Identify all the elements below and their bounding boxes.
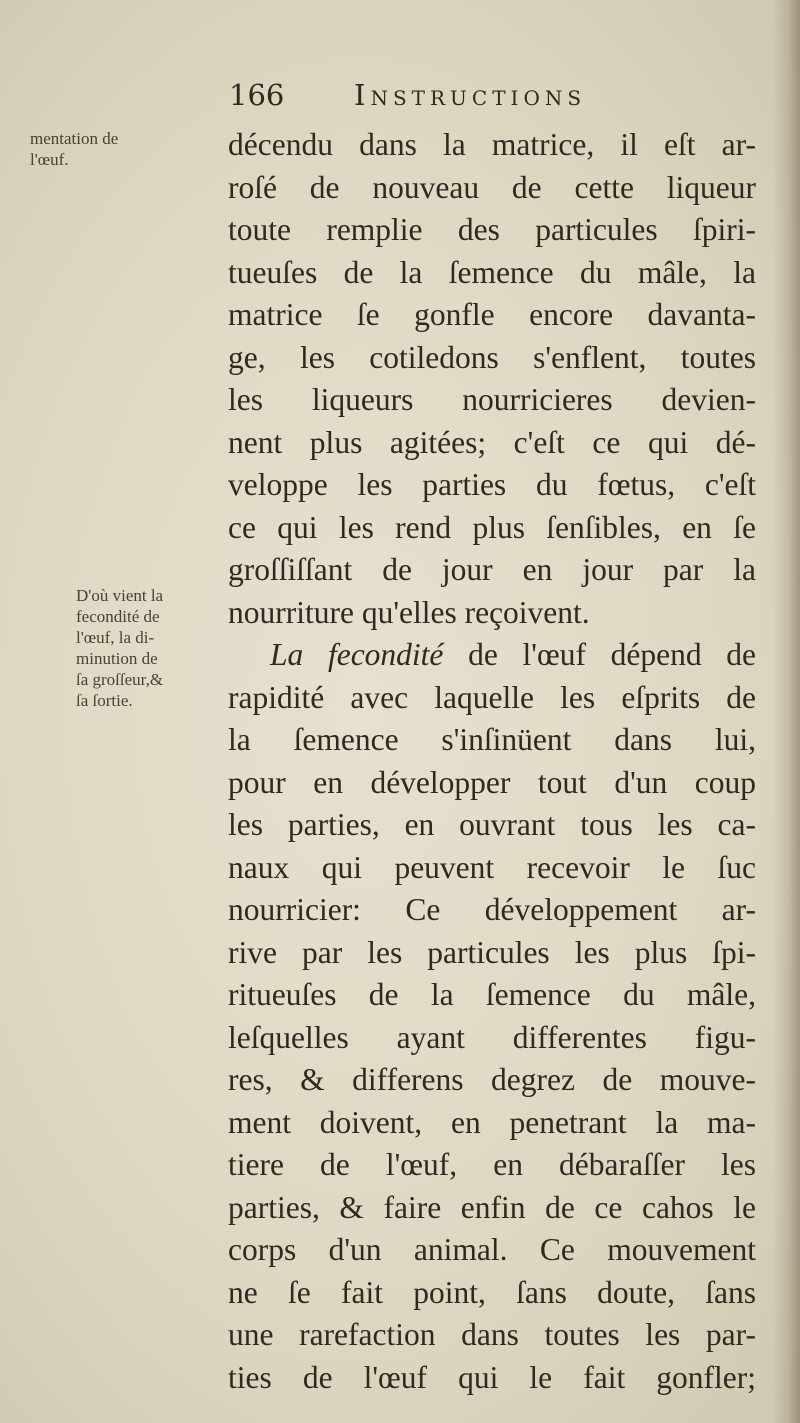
margin-note-line: ſa groſſeur,& (76, 670, 164, 689)
lead-rest: de l'œuf dépend de (443, 637, 756, 672)
margin-note-line: l'œuf. (30, 150, 69, 169)
text-line: nourricier: Ce développement ar- (228, 892, 756, 927)
text-line: nent plus agitées; c'eſt ce qui dé- (228, 424, 756, 460)
margin-note-line: fecondité de (76, 607, 160, 626)
text-line: les parties, en ouvrant tous les ca- (228, 807, 756, 842)
text-line: corps d'un animal. Ce mouvement (228, 1232, 756, 1267)
margin-note (30, 128, 220, 170)
margin-note-line: minution de (76, 649, 158, 668)
margin-note-line: ſa ſortie. (76, 691, 133, 710)
text-line: rapidité avec laquelle les eſprits de (228, 679, 756, 715)
text-line: veloppe les parties du fœtus, c'eſt (228, 467, 756, 502)
margin-note-line: D'où vient la (76, 586, 164, 605)
running-title: Instructions (354, 78, 587, 112)
text-line: rive par les particules les plus ſpi- (228, 934, 756, 970)
page-gutter-shadow (772, 0, 800, 1423)
text-line: ritueuſes de la ſemence du mâle, (228, 977, 756, 1012)
text-line: ne ſe fait point, ſans doute, ſans (228, 1274, 756, 1310)
paragraph-start-line (228, 634, 756, 677)
text-line: décendu dans la matrice, il eſt ar- (228, 127, 756, 162)
running-header (229, 78, 759, 118)
text-line: pour en développer tout d'un coup (228, 764, 756, 800)
text-line: leſquelles ayant differentes figu- (228, 1019, 756, 1055)
text-line: matrice ſe gonfle encore davanta- (228, 297, 756, 332)
text-line: nourriture qu'elles reçoivent. (228, 594, 590, 630)
text-line: la ſemence s'inſinüent dans lui, (228, 722, 756, 757)
text-line: les liqueurs nourricieres devien- (228, 382, 756, 417)
text-line: une rarefaction dans toutes les par- (228, 1317, 756, 1352)
text-line: naux qui peuvent recevoir le ſuc (228, 849, 756, 885)
text-line: parties, & faire enfin de ce cahos le (228, 1189, 756, 1225)
text-line: ties de l'œuf qui le fait gonfler; (228, 1359, 756, 1395)
body-text (228, 124, 756, 1399)
text-line: ce qui les rend plus ſenſibles, en ſe (228, 509, 756, 545)
text-line: toute remplie des particules ſpiri- (228, 212, 756, 247)
text-line: ge, les cotiledons s'enflent, toutes (228, 339, 756, 375)
margin-note-line: l'œuf, la di- (76, 628, 155, 647)
text-line: ment doivent, en penetrant la ma- (228, 1104, 756, 1140)
margin-note-line: mentation de (30, 129, 119, 148)
text-line: tueuſes de la ſemence du mâle, la (228, 254, 756, 290)
text-line: res, & differens degrez de mouve- (228, 1062, 756, 1097)
text-line: groſſiſſant de jour en jour par la (228, 552, 756, 587)
italic-lead: La fecondité (270, 637, 444, 672)
margin-note (76, 585, 221, 711)
page-number: 166 (229, 78, 285, 112)
text-line: roſé de nouveau de cette liqueur (228, 169, 756, 205)
text-line: tiere de l'œuf, en débaraſſer les (228, 1147, 756, 1182)
